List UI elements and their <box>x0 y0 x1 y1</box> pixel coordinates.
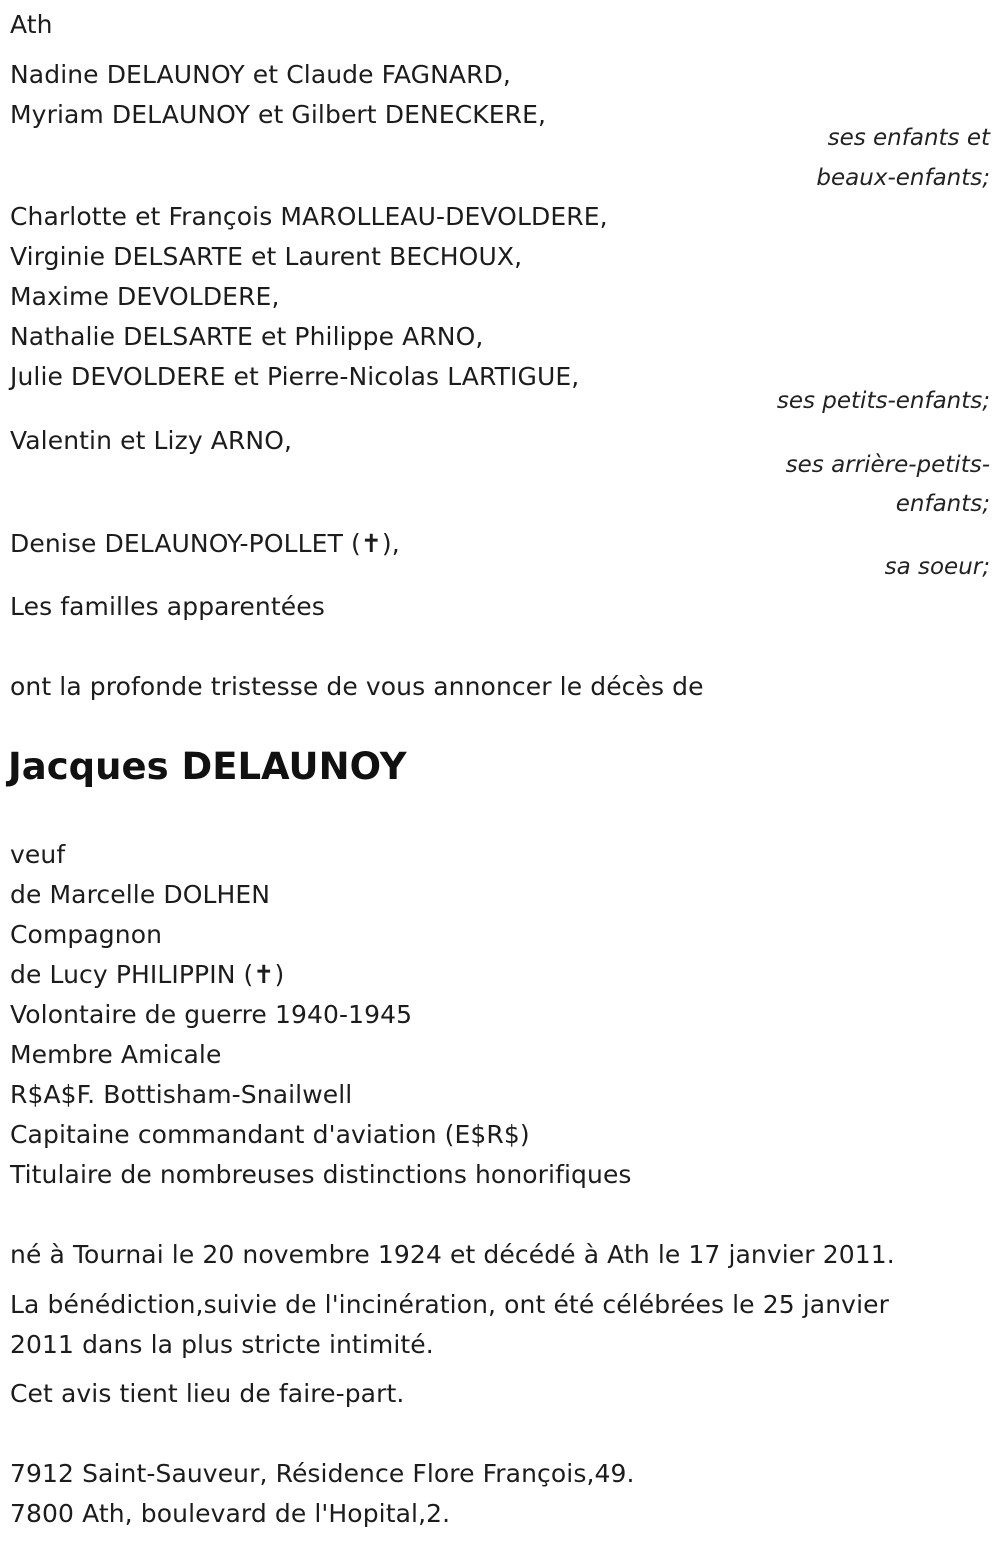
detail-line-7: R$A$F. Bottisham-Snailwell <box>10 1080 353 1109</box>
detail-line-9: Titulaire de nombreuses distinctions honorifiques <box>10 1160 632 1189</box>
address-line-1: 7912 Saint-Sauveur, Résidence Flore François,49. <box>10 1459 635 1488</box>
grandchildren-relation: ses petits-enfants; <box>776 388 990 414</box>
child-line-2: Myriam DELAUNOY et Gilbert DENECKERE, <box>10 100 547 129</box>
ceremony-line-2: 2011 dans la plus stricte intimité. <box>10 1330 434 1359</box>
grandchild-line-2: Virginie DELSARTE et Laurent BECHOUX, <box>10 242 523 271</box>
address-line-2: 7800 Ath, boulevard de l'Hopital,2. <box>10 1499 451 1528</box>
sister-relation: sa soeur; <box>884 554 990 580</box>
great-grandchildren-relation-line-2: enfants; <box>895 491 990 517</box>
detail-line-4: de Lucy PHILIPPIN (✝) <box>10 960 285 989</box>
town-heading: Ath <box>10 10 53 39</box>
child-line-1: Nadine DELAUNOY et Claude FAGNARD, <box>10 60 511 89</box>
detail-line-2: de Marcelle DOLHEN <box>10 880 271 909</box>
notice-line: Cet avis tient lieu de faire-part. <box>10 1379 405 1408</box>
relatives-line: Les familles apparentées <box>10 592 325 621</box>
grandchild-line-3: Maxime DEVOLDERE, <box>10 282 280 311</box>
deceased-name: Jacques DELAUNOY <box>8 745 407 788</box>
dates-line: né à Tournai le 20 novembre 1924 et décédé à Ath le 17 janvier 2011. <box>10 1240 895 1269</box>
ceremony-line-1: La bénédiction,suivie de l'incinération, ont été célébrées le 25 janvier <box>10 1290 889 1319</box>
children-relation-line-1: ses enfants et <box>827 125 990 151</box>
grandchild-line-4: Nathalie DELSARTE et Philippe ARNO, <box>10 322 484 351</box>
sister-line: Denise DELAUNOY-POLLET (✝), <box>10 529 400 558</box>
detail-line-5: Volontaire de guerre 1940-1945 <box>10 1000 413 1029</box>
great-grandchildren-relation-line-1: ses arrière-petits- <box>785 452 990 478</box>
announcement-line: ont la profonde tristesse de vous annoncer le décès de <box>10 672 704 701</box>
grandchild-line-5: Julie DEVOLDERE et Pierre-Nicolas LARTIGUE, <box>10 362 580 391</box>
children-relation-line-2: beaux-enfants; <box>816 165 990 191</box>
detail-line-6: Membre Amicale <box>10 1040 222 1069</box>
detail-line-8: Capitaine commandant d'aviation (E$R$) <box>10 1120 530 1149</box>
detail-line-1: veuf <box>10 840 66 869</box>
grandchild-line-1: Charlotte et François MAROLLEAU-DEVOLDERE, <box>10 202 608 231</box>
detail-line-3: Compagnon <box>10 920 163 949</box>
great-grandchildren-line: Valentin et Lizy ARNO, <box>10 426 293 455</box>
